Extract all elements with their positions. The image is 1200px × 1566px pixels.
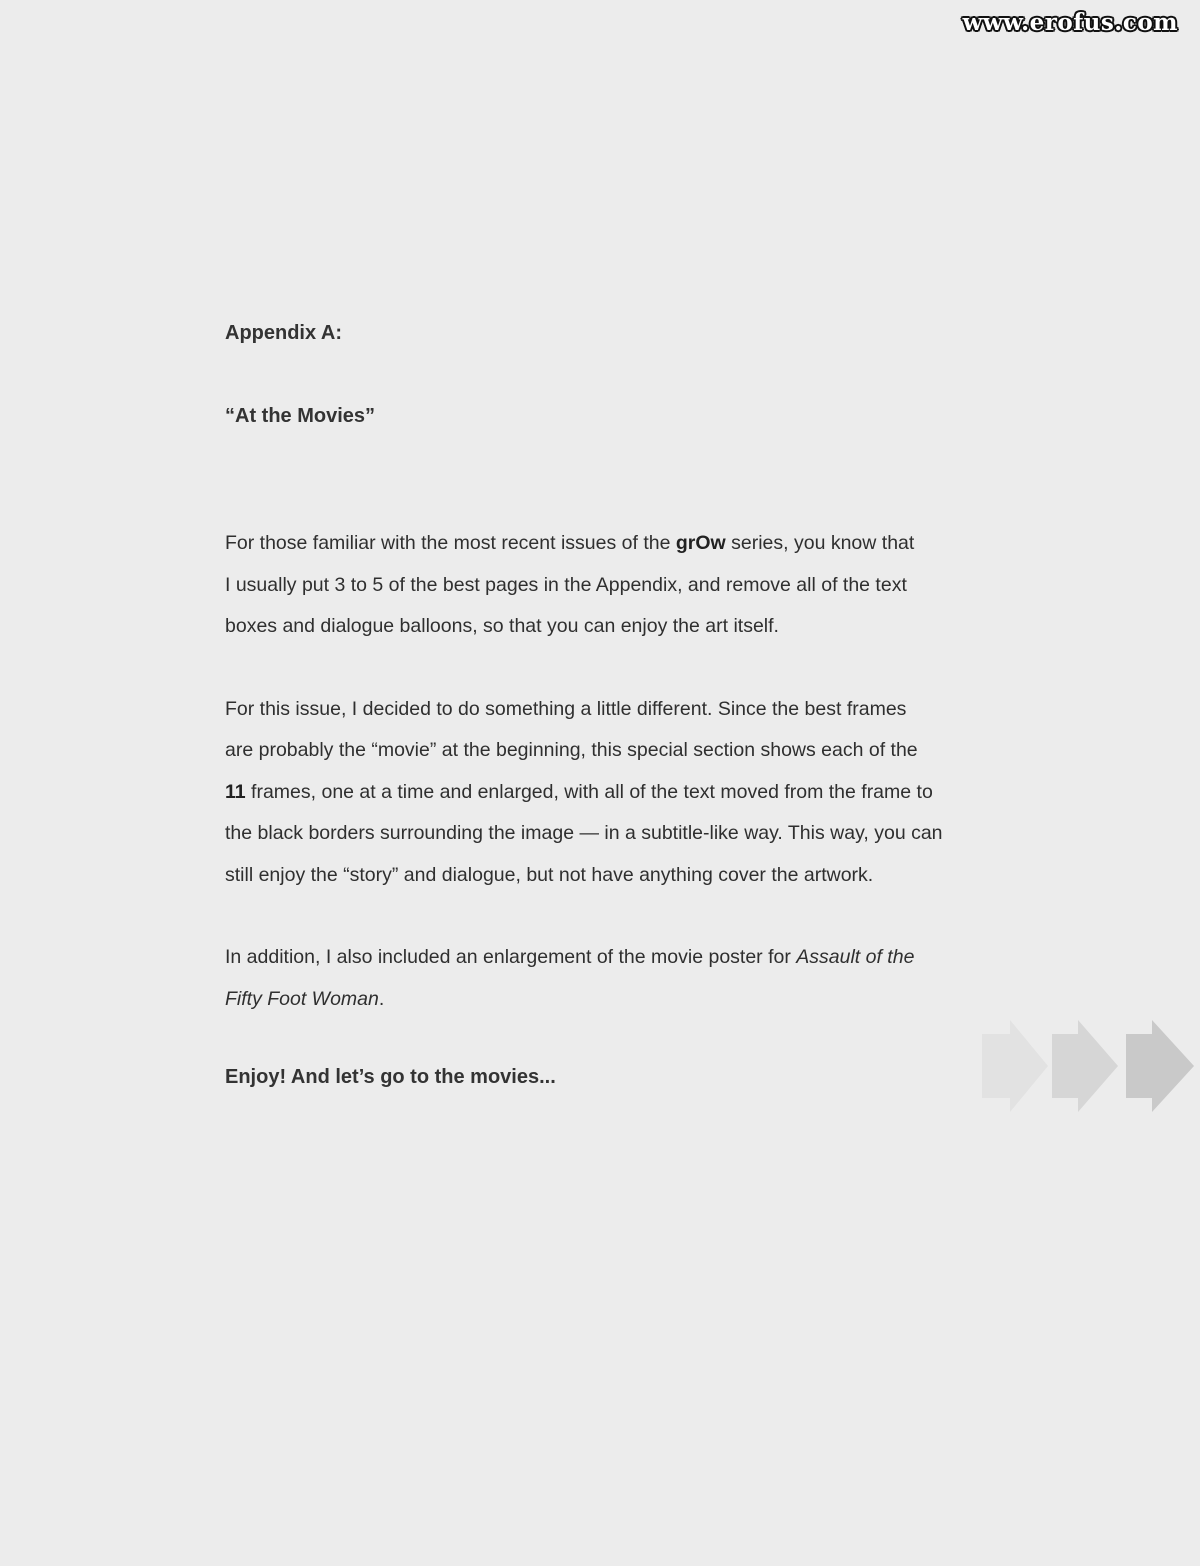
section-title: “At the Movies” (225, 405, 376, 427)
paragraph-intro (225, 523, 1075, 648)
frame-count: 11 (225, 780, 246, 803)
paragraph-line: boxes and dialogue balloons, so that you can enjoy the art itself. (225, 615, 779, 637)
paragraph-line (225, 937, 1075, 979)
paragraph-line: are probably the “movie” at the beginning, this special section shows each of the (225, 739, 918, 761)
text-run: series, you know that (725, 532, 915, 554)
arrow-shape-2 (1052, 1020, 1118, 1112)
movie-title: Fifty Foot Woman (225, 987, 379, 1010)
movie-title: Assault of the (796, 946, 915, 968)
series-name: grOw (675, 532, 726, 554)
text-run: . (378, 987, 385, 1010)
text-run: For those familiar with the most recent issues of the (225, 532, 676, 554)
paragraph-details (225, 689, 1075, 897)
appendix-heading: Appendix A: (225, 322, 343, 344)
arrow-shape-3 (1126, 1020, 1194, 1112)
paragraph-line (225, 523, 1075, 565)
document-body (225, 317, 1075, 1093)
triple-forward-arrow-icon (982, 1020, 1194, 1112)
text-run: frames, one at a time and enlarged, with all of the text moved from the frame to (245, 780, 933, 803)
arrow-shape-1 (982, 1020, 1048, 1112)
closing-line: Enjoy! And let’s go to the movies... (225, 1066, 556, 1088)
paragraph-line: the black borders surrounding the image — in a subtitle-like way. This way, you can (225, 822, 943, 844)
text-run: In addition, I also included an enlargement of the movie poster for (225, 946, 797, 968)
watermark: www.erofus.com (962, 9, 1178, 36)
paragraph-line: still enjoy the “story” and dialogue, but not have anything cover the artwork. (225, 863, 874, 886)
paragraph-line (225, 772, 1075, 814)
paragraph-line (225, 979, 1075, 1021)
paragraph-line: For this issue, I decided to do something a little different. Since the best frames (225, 697, 907, 720)
paragraph-line: I usually put 3 to 5 of the best pages in the Appendix, and remove all of the text (225, 573, 907, 596)
paragraph-poster (225, 937, 1075, 1020)
